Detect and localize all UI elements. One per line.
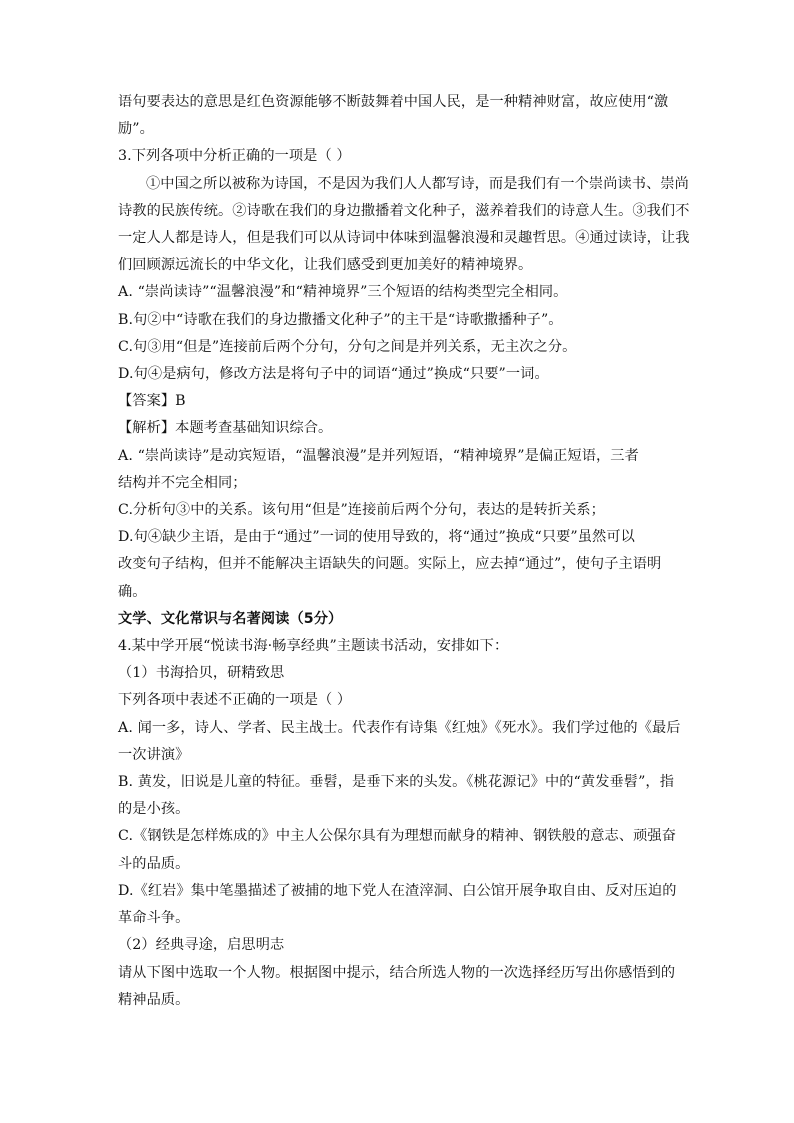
subquestion-2-stem-cont: 精神品质。 [118,991,190,1008]
passage-line: 们回顾源远流长的中华文化，让我们感受到更加美好的精神境界。 [118,257,533,274]
analysis-line: C.分析句③中的关系。该句用“但是”连接前后两个分句，表达的是转折关系； [118,502,605,519]
subquestion-1-title: （1）书海拾贝，研精致思 [118,665,285,682]
subquestion-2-title: （2）经典寻途，启思明志 [118,937,285,954]
analysis-line: A. “崇尚读诗”是动宾短语，“温馨浪漫”是并列短语，“精神境界”是偏正短语，三者 [118,447,639,464]
analysis-line: 改变句子结构，但并不能解决主语缺失的问题。实际上，应去掉“通过”，使句子主语明 [118,556,662,573]
option-c-cont: 斗的品质。 [118,855,190,872]
document-page [118,89,690,1014]
analysis-line: 确。 [118,583,147,600]
option-b: B.句②中“诗歌在我们的身边撒播文化种子”的主干是“诗歌撒播种子”。 [118,311,563,328]
section-heading: 文学、文化常识与名著阅读（5分） [118,610,343,627]
option-b: B. 黄发，旧说是儿童的特征。垂髫，是垂下来的头发。《桃花源记》中的“黄发垂髫”，指 [118,774,674,791]
option-a-cont: 一次讲演》 [118,746,190,763]
passage-line: 一定人人都是诗人，但是我们可以从诗词中体味到温馨浪漫和灵趣哲思。④通过读诗，让我 [118,230,690,247]
passage-line: ①中国之所以被称为诗国，不是因为我们人人都写诗，而是我们有一个崇尚读书、崇尚 [146,175,689,192]
subquestion-1-stem: 下列各项中表述不正确的一项是（ ） [118,692,352,709]
option-c: C.句③用“但是”连接前后两个分句，分句之间是并列关系，无主次之分。 [118,338,577,355]
answer-line: 【答案】B [118,393,186,410]
option-a: A. “崇尚读诗”“温馨浪漫”和“精神境界”三个短语的结构类型完全相同。 [118,284,568,301]
option-b-cont: 的是小孩。 [118,801,190,818]
option-a: A. 闻一多，诗人、学者、民主战士。代表作有诗集《红烛》《死水》。我们学过他的《最后 [118,719,681,736]
text-line: 语句要表达的意思是红色资源能够不断鼓舞着中国人民，是一种精神财富，故应使用“激 [118,94,669,110]
analysis-line: 结构并不完全相同； [118,474,247,491]
option-d: D.《红岩》集中笔墨描述了被捕的地下党人在渣滓洞、白公馆开展争取自由、反对压迫的 [118,882,677,899]
analysis-heading: 【解析】本题考查基础知识综合。 [118,420,333,437]
text-line: 励”。 [118,121,154,138]
option-c: C.《钢铁是怎样炼成的》中主人公保尔具有为理想而献身的精神、钢铁般的意志、顽强奋 [118,828,676,845]
question-4-stem: 4.某中学开展“悦读书海·畅享经典”主题读书活动，安排如下： [118,638,509,655]
question-3-stem: 3.下列各项中分析正确的一项是（ ） [118,148,351,165]
option-d-cont: 革命斗争。 [118,910,190,927]
passage-line: 诗教的民族传统。②诗歌在我们的身边撒播着文化种子，滋养着我们的诗意人生。③我们不 [118,202,690,219]
option-d: D.句④是病句，修改方法是将句子中的词语“通过”换成“只要”一词。 [118,366,549,383]
analysis-line: D.句④缺少主语，是由于“通过”一词的使用导致的，将“通过”换成“只要”虽然可以 [118,529,635,546]
subquestion-2-stem: 请从下图中选取一个人物。根据图中提示，结合所选人物的一次选择经历写出你感悟到的 [118,964,676,981]
